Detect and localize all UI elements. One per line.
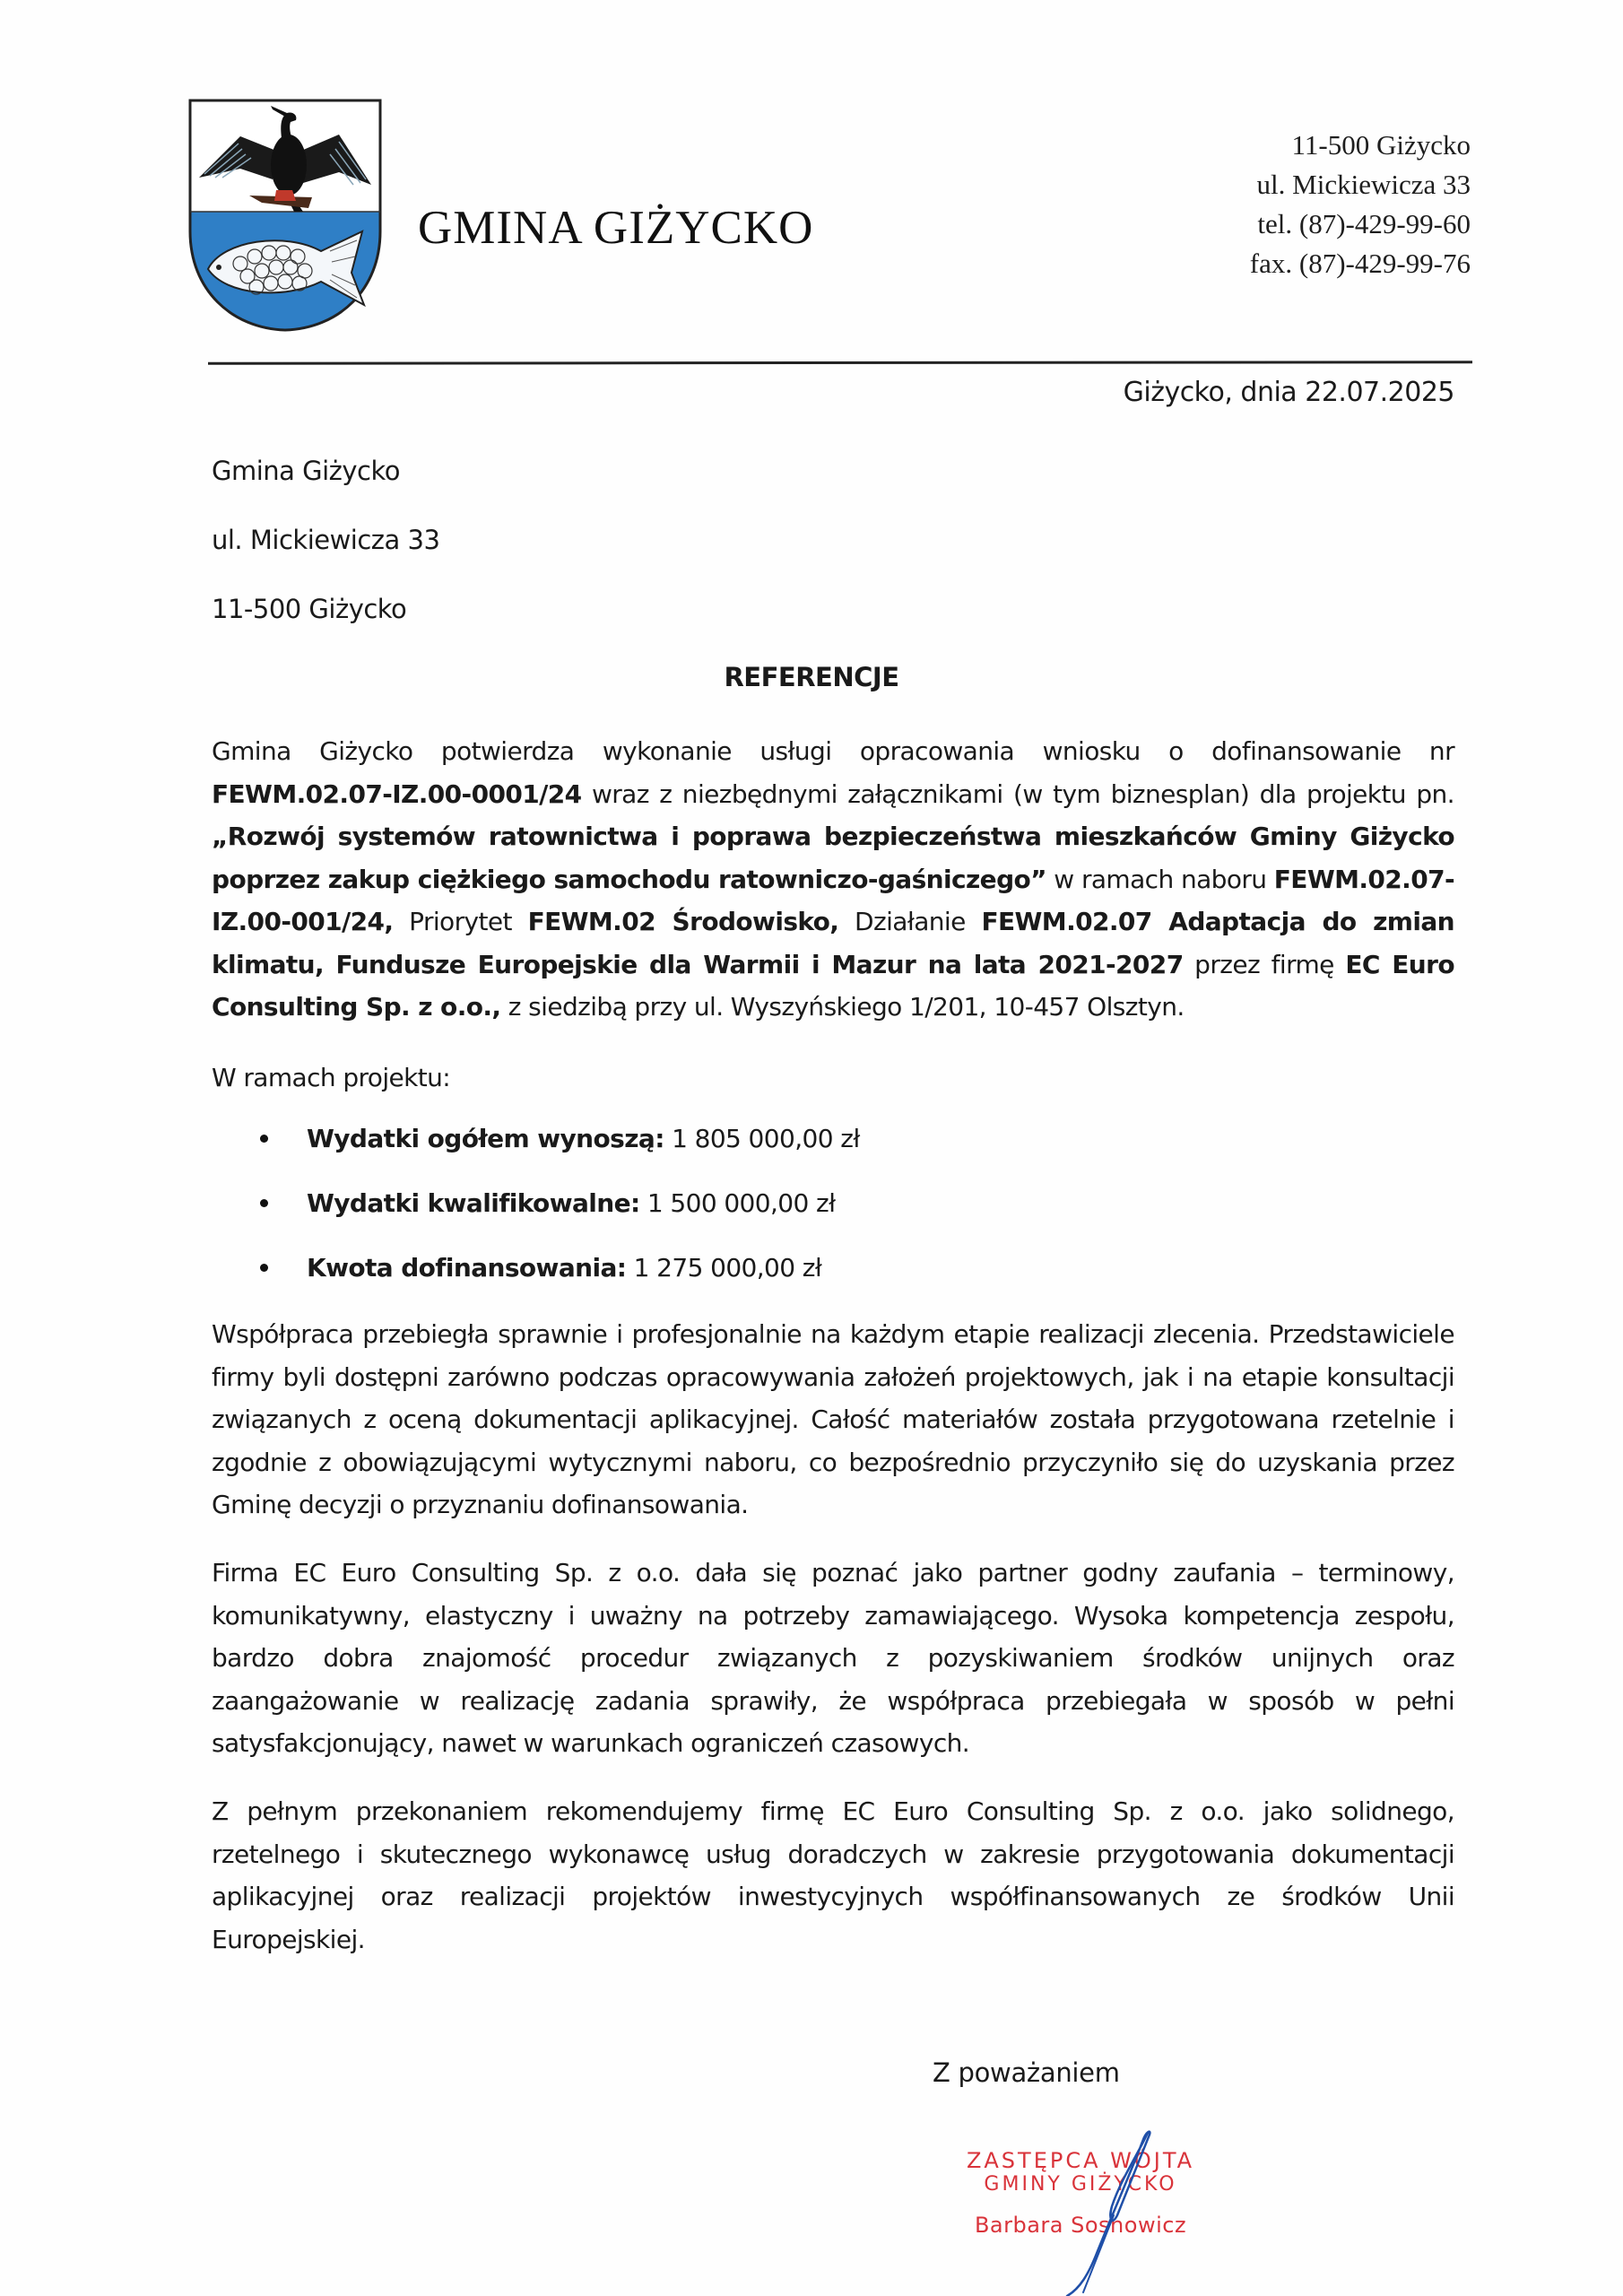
bullet-icon bbox=[260, 1135, 268, 1143]
cost-label: Wydatki ogółem wynoszą: bbox=[307, 1124, 664, 1153]
closing-salutation: Z poważaniem bbox=[933, 2057, 1120, 2088]
stamp-office: GMINY GIŻYCKO bbox=[984, 2173, 1177, 2196]
paragraph-partner bbox=[212, 1552, 1454, 1765]
contact-block bbox=[1250, 126, 1471, 283]
text-run: Działanie bbox=[838, 907, 982, 936]
contact-fax: fax. (87)-429-99-76 bbox=[1249, 248, 1471, 279]
text-run: przez firmę bbox=[1183, 949, 1346, 979]
text-run: wraz z niezbędnymi załącznikami (w tym biznesplan) dla projektu pn. bbox=[581, 778, 1454, 809]
company-name: EC Euro Consulting Sp. z o.o., bbox=[212, 949, 1454, 1022]
signature-icon bbox=[1049, 2126, 1166, 2296]
cost-value: 1 500 000,00 zł bbox=[639, 1188, 836, 1218]
recipient-street: ul. Mickiewicza 33 bbox=[212, 525, 440, 555]
cost-list bbox=[256, 1121, 860, 1315]
organization-name: GMINA GIŻYCKO bbox=[418, 202, 814, 254]
measure: FEWM.02.07 Adaptacja do zmian klimatu, Fundusze Europejskie dla Warmii i Mazur na lata 2021-2027 bbox=[212, 907, 1455, 979]
stamp-title: ZASTĘPCA WÓJTA bbox=[966, 2148, 1195, 2173]
letter-date: Giżycko, dnia 22.07.2025 bbox=[1123, 377, 1454, 408]
paragraph-recommendation bbox=[212, 1790, 1454, 1961]
contact-phone: tel. (87)-429-99-60 bbox=[1257, 208, 1471, 239]
stamp-signatory: Barbara Sosnowicz bbox=[974, 2213, 1187, 2238]
contact-postal: 11-500 Giżycko bbox=[1291, 129, 1471, 161]
coat-of-arms-icon bbox=[187, 97, 384, 334]
cost-item-grant bbox=[256, 1250, 860, 1315]
recipient-postal: 11-500 Giżycko bbox=[212, 594, 407, 624]
cost-item-eligible bbox=[256, 1186, 860, 1250]
contact-street: ul. Mickiewicza 33 bbox=[1256, 169, 1471, 200]
paragraph-text: Z pełnym przekonaniem rekomendujemy firmę EC Euro Consulting Sp. z o.o. jako solidnego, rzetelnego i skutecznego wykonawcę usług doradczych w zakresie przygotowania dokumentacji aplikacyjnej oraz realizacji projektów inwestycyjnych współfinansowanych ze środków Unii Europejskiej. bbox=[212, 1796, 1454, 1954]
recipient-name: Gmina Giżycko bbox=[212, 456, 401, 486]
cost-label: Wydatki kwalifikowalne: bbox=[307, 1188, 640, 1218]
bullet-icon bbox=[260, 1199, 268, 1207]
header-divider bbox=[208, 361, 1472, 364]
cost-item-total bbox=[256, 1121, 860, 1186]
costs-intro: W ramach projektu: bbox=[212, 1063, 451, 1092]
paragraph-confirmation bbox=[212, 730, 1454, 1029]
cost-label: Kwota dofinansowania: bbox=[307, 1253, 627, 1283]
paragraph-text: Firma EC Euro Consulting Sp. z o.o. dała się poznać jako partner godny zaufania – terminowy, komunikatywny, elastyczny i uważny na potrzeby zamawiającego. Wysoka kompetencja zespołu, bardzo dobra znajomość procedur związanych z pozyskiwaniem środków unijnych oraz zaangażowanie w realizację zadania sprawiły, że współpraca przebiegała w sposób w pełni satysfakcjonujący, nawet w warunkach ograniczeń czasowych. bbox=[212, 1558, 1454, 1758]
project-title: „Rozwój systemów ratownictwa i poprawa bezpieczeństwa mieszkańców Gminy Giżycko poprzez zakup ciężkiego samochodu ratowniczo-gaśniczego” bbox=[212, 822, 1454, 894]
cost-value: 1 805 000,00 zł bbox=[664, 1124, 860, 1153]
text-run: Priorytet bbox=[393, 907, 528, 936]
company-address: z siedzibą przy ul. Wyszyńskiego 1/201, 10-457 Olsztyn. bbox=[500, 992, 1185, 1022]
application-number: FEWM.02.07-IZ.00-0001/24 bbox=[212, 778, 582, 809]
cost-value: 1 275 000,00 zł bbox=[626, 1253, 822, 1283]
paragraph-cooperation bbox=[212, 1313, 1454, 1526]
text-run: w ramach naboru bbox=[1046, 864, 1274, 894]
text-run: Gmina Giżycko potwierdza wykonanie usługi opracowania wniosku o dofinansowanie nr bbox=[212, 736, 1454, 766]
bullet-icon bbox=[260, 1264, 268, 1272]
priority: FEWM.02 Środowisko, bbox=[527, 907, 839, 936]
document-title: REFERENCJE bbox=[724, 662, 899, 692]
call-number: FEWM.02.07-IZ.00-001/24, bbox=[212, 864, 1454, 936]
recipient-address bbox=[212, 453, 439, 660]
paragraph-text: Współpraca przebiegła sprawnie i profesjonalnie na każdym etapie realizacji zlecenia. Przedstawiciele firmy byli dostępni zarówno podczas opracowywania założeń projektowych, jak i na etapie konsultacji związanych z oceną dokumentacji aplikacyjnej. Całość materiałów została przygotowana rzetelnie i zgodnie z obowiązującymi wytycznymi naboru, co bezpośrednio przyczyniło się do uzyskania przez Gminę decyzji o przyznaniu dofinansowania. bbox=[212, 1319, 1454, 1519]
